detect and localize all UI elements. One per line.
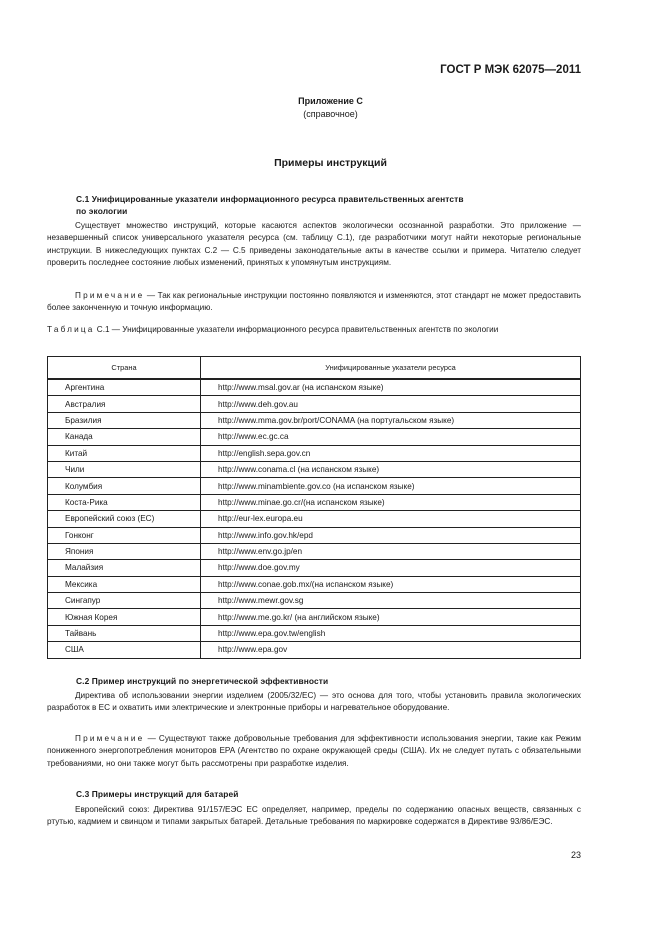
c2-note-text: — Существуют также добровольные требования для эффективности использования энергии, такие как Режим пониженного энергопотребления мониторов EPA (Агентство по охране окружающей среды (США). Их не следует путать с обязательными требованиями, но они также могут быть рассмотрены при разработке изделия. xyxy=(47,734,581,768)
country-cell: Сингапур xyxy=(48,593,201,609)
c1-note-label: Примечание xyxy=(75,291,145,300)
standard-code: ГОСТ Р МЭК 62075—2011 xyxy=(440,64,581,76)
country-cell: Япония xyxy=(48,543,201,559)
annex-heading xyxy=(0,95,661,121)
c2-heading: С.2 Пример инструкций по энергетической эффективности xyxy=(76,676,329,686)
country-cell: Аргентина xyxy=(48,379,201,396)
c2-paragraph-text: Директива об использовании энергии изделием (2005/32/ЕС) — это основа для того, чтобы установить правила экологических разработок в ЕС и охватить ими электрические и электронные приборы и нагревательное оборудование. xyxy=(47,691,581,713)
table-row xyxy=(48,576,581,592)
url-cell: http://www.minae.go.cr/(на испанском языке) xyxy=(201,494,581,510)
c3-paragraph xyxy=(47,804,581,829)
url-cell: http://www.doe.gov.my xyxy=(201,560,581,576)
country-cell: США xyxy=(48,642,201,658)
country-cell: Чили xyxy=(48,461,201,477)
page-number: 23 xyxy=(570,850,581,860)
url-cell: http://www.msal.gov.ar (на испанском языке) xyxy=(201,379,581,396)
country-cell: Канада xyxy=(48,429,201,445)
table-row xyxy=(48,625,581,641)
c1-note xyxy=(47,290,581,315)
url-cell: http://www.minambiente.gov.co (на испанском языке) xyxy=(201,478,581,494)
country-cell: Гонконг xyxy=(48,527,201,543)
table-caption xyxy=(47,324,581,336)
c1-heading-line2: по экологии xyxy=(76,206,128,216)
c3-heading: С.3 Примеры инструкций для батарей xyxy=(76,789,239,799)
country-cell: Китай xyxy=(48,445,201,461)
url-cell: http://www.conae.gob.mx/(на испанском языке) xyxy=(201,576,581,592)
annex-subtitle: (справочное) xyxy=(303,109,358,119)
country-cell: Австралия xyxy=(48,396,201,412)
country-cell: Колумбия xyxy=(48,478,201,494)
table-row xyxy=(48,429,581,445)
table-row xyxy=(48,396,581,412)
table-row xyxy=(48,543,581,559)
url-cell: http://www.epa.gov.tw/english xyxy=(201,625,581,641)
url-cell: http://www.conama.cl (на испанском языке) xyxy=(201,461,581,477)
table-row xyxy=(48,412,581,428)
country-cell: Бразилия xyxy=(48,412,201,428)
country-cell: Малайзия xyxy=(48,560,201,576)
c3-paragraph-text: Европейский союз: Директива 91/157/ЕЭС ЕС определяет, например, пределы по содержанию опасных веществ, связанных с ртутью, кадмием и свинцом и типами закрытых батарей. Детальные требования по маркировке содержатся в Директиве 93/86/ЕЭС. xyxy=(47,805,581,827)
url-cell: http://www.env.go.jp/en xyxy=(201,543,581,559)
table-row xyxy=(48,494,581,510)
table-row xyxy=(48,511,581,527)
table-row xyxy=(48,445,581,461)
url-cell: http://www.ec.gc.ca xyxy=(201,429,581,445)
table-caption-label: Таблица xyxy=(47,325,95,334)
country-cell: Мексика xyxy=(48,576,201,592)
url-cell: http://www.deh.gov.au xyxy=(201,396,581,412)
c2-note xyxy=(47,733,581,770)
url-cell: http://eur-lex.europa.eu xyxy=(201,511,581,527)
c1-heading-line1: С.1 Унифицированные указатели информационного ресурса правительственных агентств xyxy=(76,194,464,204)
table-row xyxy=(48,642,581,658)
table-row xyxy=(48,478,581,494)
c2-paragraph xyxy=(47,690,581,715)
c1-paragraph-text: Существует множество инструкций, которые касаются аспектов экологически осознанной разработки. Это приложение — незавершенный список универсального указателя ресурса (см. таблицу С.1), где разработчики могут найти некоторые региональные инструкции. В нижеследующих пунктах С.2 — С.5 приведены законодательные акты в качестве ссылки и примера. Читателю следует проверить последнее состояние любых изменений, принятых к упомянутым инструкциям. xyxy=(47,221,581,267)
url-cell: http://www.me.go.kr/ (на английском языке) xyxy=(201,609,581,625)
c1-heading xyxy=(76,193,581,217)
country-cell: Коста-Рика xyxy=(48,494,201,510)
country-cell: Тайвань xyxy=(48,625,201,641)
table-caption-text: С.1 — Унифицированные указатели информационного ресурса правительственных агентств по экологии xyxy=(94,325,499,334)
url-cell: http://english.sepa.gov.cn xyxy=(201,445,581,461)
table-row xyxy=(48,609,581,625)
c2-note-label: Примечание xyxy=(75,734,145,743)
country-cell: Южная Корея xyxy=(48,609,201,625)
table-row xyxy=(48,593,581,609)
annex-title: Приложение С xyxy=(298,96,363,106)
country-cell: Европейский союз (ЕС) xyxy=(48,511,201,527)
table-header-row xyxy=(48,357,581,380)
c1-paragraph xyxy=(47,220,581,269)
url-cell: http://www.mewr.gov.sg xyxy=(201,593,581,609)
url-cell: http://www.mma.gov.br/port/CONAMA (на португальском языке) xyxy=(201,412,581,428)
section-title: Примеры инструкций xyxy=(274,157,387,169)
column-header-country: Страна xyxy=(48,357,201,380)
urls-table xyxy=(47,356,581,659)
table-row xyxy=(48,560,581,576)
column-header-url: Унифицированные указатели ресурса xyxy=(201,357,581,380)
url-cell: http://www.info.gov.hk/epd xyxy=(201,527,581,543)
table-row xyxy=(48,527,581,543)
table-body xyxy=(48,379,581,658)
url-cell: http://www.epa.gov xyxy=(201,642,581,658)
table-row xyxy=(48,379,581,396)
table-row xyxy=(48,461,581,477)
c1-note-text: — Так как региональные инструкции постоянно появляются и изменяются, этот стандарт не может предоставить более законченную и точную информацию. xyxy=(47,291,581,313)
